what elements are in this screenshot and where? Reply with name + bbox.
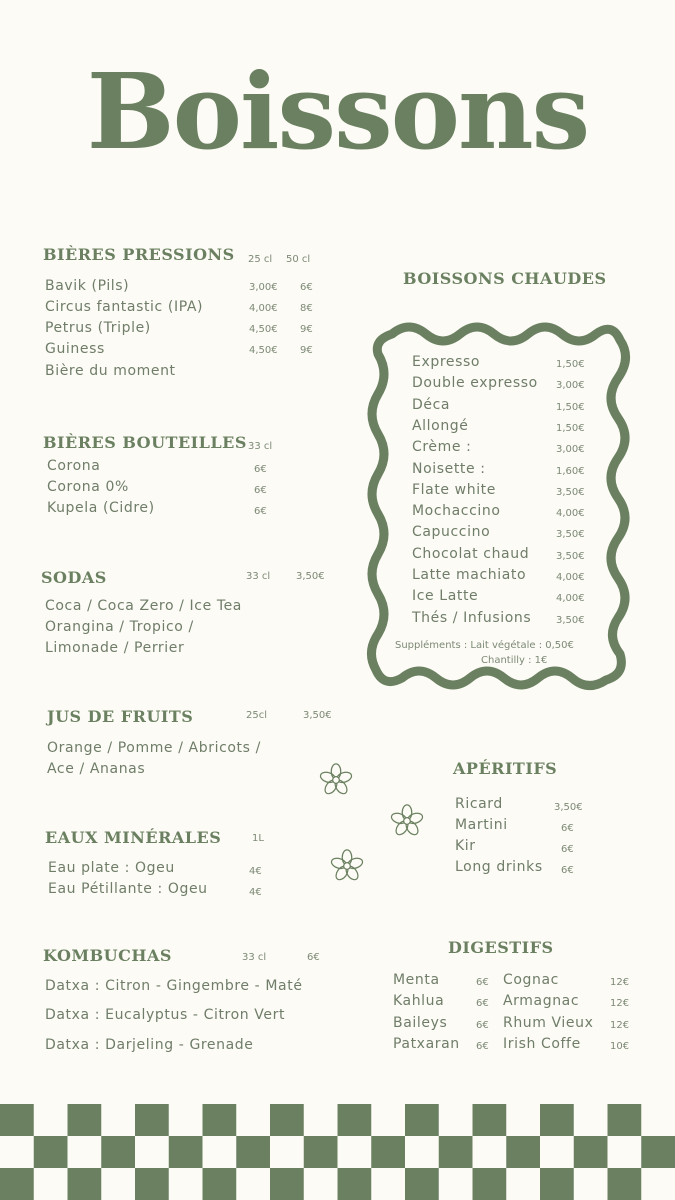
section-title: APÉRITIFS — [453, 759, 558, 778]
item-name: Kupela (Cidre) — [47, 500, 155, 516]
item-name: Rhum Vieux — [503, 1014, 594, 1031]
item-name: Long drinks — [455, 859, 543, 875]
section-title: DIGESTIFS — [448, 938, 554, 957]
item-price: 6€ — [476, 1040, 489, 1052]
checker-square — [540, 1168, 574, 1200]
column-header-1l: 1L — [252, 833, 264, 844]
list-item: Limonade / Perrier — [45, 640, 185, 656]
section-title: SODAS — [41, 568, 107, 587]
checker-square — [236, 1136, 270, 1168]
item-price: 10€ — [610, 1040, 630, 1052]
item-price: 4,50€ — [249, 345, 278, 356]
item-price: 9€ — [300, 345, 313, 356]
checker-square — [101, 1136, 135, 1168]
checker-square — [203, 1168, 237, 1200]
checker-square — [405, 1168, 439, 1200]
item-price: 4€ — [249, 866, 262, 877]
column-header-33cl: 33 cl — [248, 441, 273, 452]
item-price: 3,50€ — [556, 614, 585, 626]
item-name: Irish Coffe — [503, 1035, 581, 1052]
checker-square — [0, 1168, 34, 1200]
section-title: EAUX MINÉRALES — [45, 828, 222, 847]
section-title: KOMBUCHAS — [43, 946, 172, 965]
item-price: 1,60€ — [556, 465, 585, 477]
item-name: Déca — [412, 396, 451, 413]
item-price: 1,50€ — [556, 422, 585, 434]
item-price: 6€ — [300, 282, 313, 293]
item-price: 3,00€ — [249, 282, 278, 293]
checker-square — [371, 1136, 405, 1168]
item-price: 6€ — [476, 977, 489, 988]
item-name: Eau Pétillante : Ogeu — [48, 881, 208, 897]
column-header-50cl: 50 cl — [286, 254, 311, 265]
item-price: 4,00€ — [556, 593, 585, 605]
column-header-25cl: 25cl — [246, 710, 268, 721]
item-price: 3,50€ — [556, 486, 585, 498]
checker-square — [473, 1168, 507, 1200]
checker-square — [203, 1104, 237, 1136]
supplements-text: Chantilly : 1€ — [481, 655, 548, 666]
checker-square — [338, 1168, 372, 1200]
section-title: BOISSONS CHAUDES — [403, 269, 607, 288]
item-name: Latte machiato — [412, 567, 527, 583]
section-title: JUS DE FRUITS — [47, 707, 194, 726]
flower-icon — [317, 761, 355, 799]
item-name: Petrus (Triple) — [45, 320, 151, 336]
column-header-33cl: 33 cl — [246, 571, 271, 582]
item-price: 6€ — [561, 844, 574, 855]
item-price: 4,00€ — [556, 508, 585, 520]
item-price: 3,50€ — [554, 802, 583, 813]
item-price: 4,50€ — [249, 324, 278, 335]
item-name: Chocolat chaud — [412, 545, 530, 562]
item-price: 8€ — [300, 303, 313, 314]
item-name: Guiness — [45, 341, 105, 357]
checker-square — [608, 1168, 642, 1200]
item-name: Eau plate : Ogeu — [48, 860, 175, 876]
checker-square — [641, 1136, 675, 1168]
item-name: Bavik (Pils) — [45, 278, 130, 294]
item-price: 1,50€ — [556, 401, 585, 413]
item-price: 9€ — [300, 324, 313, 335]
item-price: 12€ — [610, 977, 630, 988]
item-price: 6€ — [254, 485, 267, 496]
item-name: Martini — [455, 817, 508, 833]
item-price: 6€ — [476, 1019, 489, 1031]
item-name: Mochaccino — [412, 503, 501, 520]
item-name: Circus fantastic (IPA) — [45, 299, 204, 315]
item-name: Corona — [47, 458, 101, 474]
item-price: 4€ — [249, 887, 262, 898]
checker-square — [0, 1104, 34, 1136]
list-item: Datxa : Darjeling - Grenade — [45, 1037, 254, 1053]
item-price: 4,00€ — [249, 303, 278, 314]
item-name: Thés / Infusions — [412, 609, 532, 626]
checker-square — [68, 1168, 102, 1200]
item-name: Menta — [393, 972, 440, 988]
item-price: 6€ — [254, 506, 267, 517]
checkerboard-footer — [0, 1104, 675, 1200]
item-price: 1,50€ — [556, 359, 585, 370]
checker-square — [608, 1104, 642, 1136]
checker-square — [135, 1104, 169, 1136]
item-price: 12€ — [610, 998, 630, 1010]
checker-square — [135, 1168, 169, 1200]
list-item: Orangina / Tropico / — [45, 619, 194, 635]
item-name: Cognac — [503, 972, 559, 988]
column-header-25cl: 25 cl — [248, 254, 273, 265]
item-name: Flate white — [412, 481, 496, 498]
checker-square — [506, 1136, 540, 1168]
checker-square — [473, 1104, 507, 1136]
list-item: Ace / Ananas — [47, 761, 146, 777]
checker-square — [34, 1136, 68, 1168]
flower-icon — [328, 847, 366, 885]
item-name: Ice Latte — [412, 588, 479, 605]
item-name: Capuccino — [412, 524, 491, 541]
column-header-price: 3,50€ — [303, 710, 332, 721]
page-title: Boissons — [86, 50, 589, 173]
checker-square — [169, 1136, 203, 1168]
item-price: 3,00€ — [556, 380, 585, 392]
checker-square — [304, 1136, 338, 1168]
flower-icon — [388, 802, 426, 840]
checker-square — [540, 1104, 574, 1136]
list-item: Datxa : Citron - Gingembre - Maté — [45, 978, 303, 994]
column-header-33cl: 33 cl — [242, 952, 267, 963]
item-name: Noisette : — [412, 460, 486, 477]
item-name: Kahlua — [393, 993, 445, 1010]
item-name: Baileys — [393, 1014, 448, 1031]
item-name: Double expresso — [412, 375, 538, 392]
item-name: Armagnac — [503, 993, 580, 1010]
checker-square — [338, 1104, 372, 1136]
checker-square — [270, 1104, 304, 1136]
list-item: Coca / Coca Zero / Ice Tea — [45, 598, 242, 614]
checker-square — [68, 1104, 102, 1136]
item-price: 3,00€ — [556, 444, 585, 456]
list-item: Datxa : Eucalyptus - Citron Vert — [45, 1007, 286, 1023]
item-name: Allongé — [412, 417, 469, 434]
list-item: Orange / Pomme / Abricots / — [47, 740, 261, 756]
item-name: Crème : — [412, 439, 472, 456]
item-name: Bière du moment — [45, 363, 176, 379]
item-name: Expresso — [412, 354, 481, 370]
column-header-price: 6€ — [307, 952, 320, 963]
item-name: Patxaran — [393, 1035, 460, 1052]
item-price: 6€ — [561, 865, 574, 876]
section-title: BIÈRES PRESSIONS — [43, 245, 235, 264]
item-name: Corona 0% — [47, 479, 129, 495]
checker-square — [439, 1136, 473, 1168]
column-header-price: 3,50€ — [296, 571, 325, 582]
item-price: 4,00€ — [556, 572, 585, 583]
item-price: 3,50€ — [556, 529, 585, 541]
item-price: 3,50€ — [556, 550, 585, 562]
section-title: BIÈRES BOUTEILLES — [43, 433, 247, 452]
item-price: 6€ — [254, 464, 267, 475]
item-price: 6€ — [561, 823, 574, 834]
supplements-text: Suppléments : Lait végétale : 0,50€ — [395, 640, 574, 651]
item-price: 12€ — [610, 1019, 630, 1031]
item-name: Ricard — [455, 796, 503, 812]
item-price: 6€ — [476, 998, 489, 1010]
checker-square — [270, 1168, 304, 1200]
checker-square — [405, 1104, 439, 1136]
item-name: Kir — [455, 838, 476, 854]
checker-square — [574, 1136, 608, 1168]
